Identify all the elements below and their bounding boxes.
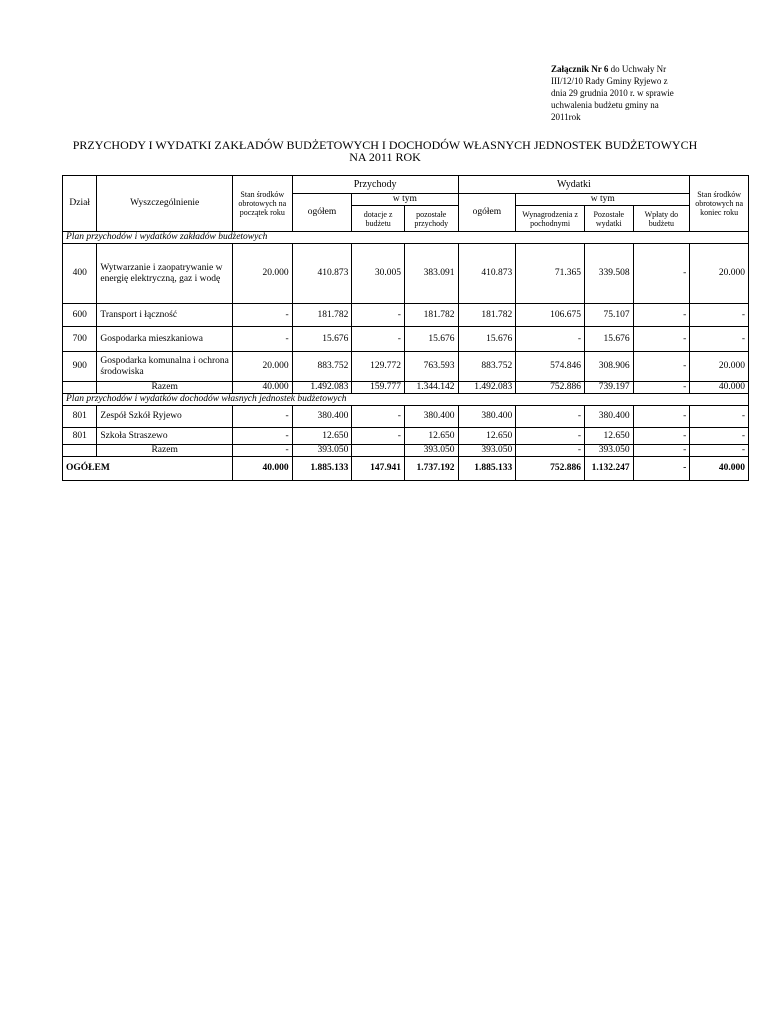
- row-przychody-ogolem: 12.650: [292, 428, 352, 445]
- row-pozostale-przychody: 763.593: [404, 352, 458, 382]
- row-stan-end: -: [690, 428, 749, 445]
- row-stan-end: -: [690, 327, 749, 352]
- header-wydatki: Wydatki: [458, 176, 690, 194]
- subtotal-wydatki-ogolem: 1.492.083: [458, 382, 516, 394]
- total-pozostale-wydatki: 1.132.247: [585, 457, 634, 481]
- row-wynagrodzenia: -: [516, 428, 585, 445]
- annex-line-2: III/12/10 Rady Gminy Ryjewo z: [551, 76, 668, 86]
- header-wydatki-ogolem: ogółem: [458, 194, 516, 232]
- row-stan-end: -: [690, 304, 749, 327]
- row-stan-end: -: [690, 406, 749, 428]
- row-stan-start: -: [232, 327, 292, 352]
- header-dotacje: dotacje z budżetu: [352, 206, 405, 232]
- subtotal-przychody-ogolem: 393.050: [292, 445, 352, 457]
- grand-total-row: [63, 457, 749, 481]
- annex-note: [551, 63, 701, 123]
- row-pozostale-wydatki: 15.676: [585, 327, 634, 352]
- row-wydatki-ogolem: 883.752: [458, 352, 516, 382]
- row-przychody-ogolem: 181.782: [292, 304, 352, 327]
- subtotal-label: Razem: [97, 382, 233, 394]
- table-row: [63, 352, 749, 382]
- row-dotacje: 129.772: [352, 352, 405, 382]
- annex-title: Załącznik Nr 6: [551, 64, 609, 74]
- header-dzial: Dział: [63, 176, 97, 232]
- table-row: [63, 327, 749, 352]
- row-wydatki-ogolem: 410.873: [458, 244, 516, 304]
- row-wplaty: -: [633, 352, 690, 382]
- row-dotacje: -: [352, 327, 405, 352]
- header-wynagrodzenia: Wynagrodzenia z pochodnymi: [516, 206, 585, 232]
- row-pozostale-przychody: 15.676: [404, 327, 458, 352]
- row-pozostale-wydatki: 75.107: [585, 304, 634, 327]
- header-pozostale-przychody: pozostałe przychody: [404, 206, 458, 232]
- row-wydatki-ogolem: 380.400: [458, 406, 516, 428]
- subtotal-row: [63, 445, 749, 457]
- subtotal-pozostale-przychody: 1.344.142: [404, 382, 458, 394]
- row-stan-end: 20.000: [690, 244, 749, 304]
- annex-line-3: dnia 29 grudnia 2010 r. w sprawie: [551, 88, 674, 98]
- subtotal-wydatki-ogolem: 393.050: [458, 445, 516, 457]
- header-wyszczegolnienie: Wyszczególnienie: [97, 176, 233, 232]
- row-wynagrodzenia: 106.675: [516, 304, 585, 327]
- row-dotacje: -: [352, 304, 405, 327]
- budget-table: [62, 175, 749, 481]
- subtotal-stan-start: -: [232, 445, 292, 457]
- row-przychody-ogolem: 883.752: [292, 352, 352, 382]
- subtotal-wplaty: -: [633, 445, 690, 457]
- row-dotacje: -: [352, 428, 405, 445]
- row-wydatki-ogolem: 15.676: [458, 327, 516, 352]
- document-title-line-2: NA 2011 ROK: [349, 150, 421, 164]
- row-wplaty: -: [633, 304, 690, 327]
- subtotal-stan-start: 40.000: [232, 382, 292, 394]
- header-wydatki-w-tym: w tym: [516, 194, 690, 206]
- row-name: Szkoła Straszewo: [97, 428, 233, 445]
- table-row: [63, 406, 749, 428]
- subtotal-przychody-ogolem: 1.492.083: [292, 382, 352, 394]
- row-dzial: 801: [63, 428, 97, 445]
- row-pozostale-wydatki: 308.906: [585, 352, 634, 382]
- row-wynagrodzenia: 71.365: [516, 244, 585, 304]
- row-stan-start: -: [232, 428, 292, 445]
- row-pozostale-przychody: 12.650: [404, 428, 458, 445]
- subtotal-dotacje: [352, 445, 405, 457]
- row-wplaty: -: [633, 428, 690, 445]
- header-stan-start: Stan środków obrotowych na początek roku: [232, 176, 292, 232]
- subtotal-pozostale-wydatki: 393.050: [585, 445, 634, 457]
- subtotal-stan-end: 40.000: [690, 382, 749, 394]
- row-dzial: 700: [63, 327, 97, 352]
- row-dotacje: -: [352, 406, 405, 428]
- subtotal-empty: [63, 445, 97, 457]
- total-wynagrodzenia: 752.886: [516, 457, 585, 481]
- row-stan-start: -: [232, 304, 292, 327]
- row-wplaty: -: [633, 406, 690, 428]
- table-row: [63, 428, 749, 445]
- row-dzial: 801: [63, 406, 97, 428]
- subtotal-label: Razem: [97, 445, 233, 457]
- total-wydatki-ogolem: 1.885.133: [458, 457, 516, 481]
- table-row: [63, 244, 749, 304]
- section-1-label: Plan przychodów i wydatków zakładów budżetowych: [63, 232, 749, 244]
- row-pozostale-przychody: 383.091: [404, 244, 458, 304]
- row-dotacje: 30.005: [352, 244, 405, 304]
- header-pozostale-wydatki: Pozostałe wydatki: [585, 206, 634, 232]
- row-dzial: 900: [63, 352, 97, 382]
- grand-total-label: OGÓŁEM: [63, 457, 233, 481]
- row-przychody-ogolem: 380.400: [292, 406, 352, 428]
- annex-line-1-rest: do Uchwały Nr: [608, 64, 667, 74]
- row-stan-start: -: [232, 406, 292, 428]
- row-wynagrodzenia: -: [516, 327, 585, 352]
- subtotal-pozostale-wydatki: 739.197: [585, 382, 634, 394]
- header-przychody-ogolem: ogółem: [292, 194, 352, 232]
- row-wydatki-ogolem: 12.650: [458, 428, 516, 445]
- subtotal-dotacje: 159.777: [352, 382, 405, 394]
- subtotal-row: [63, 382, 749, 394]
- row-pozostale-wydatki: 380.400: [585, 406, 634, 428]
- header-stan-end: Stan środków obrotowych na koniec roku: [690, 176, 749, 232]
- row-wplaty: -: [633, 327, 690, 352]
- subtotal-wplaty: -: [633, 382, 690, 394]
- row-name: Zespół Szkół Ryjewo: [97, 406, 233, 428]
- annex-line-5: 2011rok: [551, 112, 581, 122]
- subtotal-empty: [63, 382, 97, 394]
- total-przychody-ogolem: 1.885.133: [292, 457, 352, 481]
- row-wynagrodzenia: 574.846: [516, 352, 585, 382]
- total-stan-start: 40.000: [232, 457, 292, 481]
- row-przychody-ogolem: 410.873: [292, 244, 352, 304]
- row-pozostale-wydatki: 339.508: [585, 244, 634, 304]
- subtotal-stan-end: -: [690, 445, 749, 457]
- row-pozostale-przychody: 181.782: [404, 304, 458, 327]
- row-wynagrodzenia: -: [516, 406, 585, 428]
- header-przychody-w-tym: w tym: [352, 194, 458, 206]
- row-name: Gospodarka mieszkaniowa: [97, 327, 233, 352]
- annex-line-1: [551, 63, 701, 75]
- subtotal-wynagrodzenia: 752.886: [516, 382, 585, 394]
- row-dzial: 600: [63, 304, 97, 327]
- header-wplaty: Wpłaty do budżetu: [633, 206, 690, 232]
- subtotal-pozostale-przychody: 393.050: [404, 445, 458, 457]
- total-dotacje: 147.941: [352, 457, 405, 481]
- annex-line-4: uchwalenia budżetu gminy na: [551, 100, 659, 110]
- total-wplaty: -: [633, 457, 690, 481]
- row-wydatki-ogolem: 181.782: [458, 304, 516, 327]
- row-pozostale-przychody: 380.400: [404, 406, 458, 428]
- row-przychody-ogolem: 15.676: [292, 327, 352, 352]
- row-name: Transport i łączność: [97, 304, 233, 327]
- document-title-line-1: PRZYCHODY I WYDATKI ZAKŁADÓW BUDŻETOWYCH I DOCHODÓW WŁASNYCH JEDNOSTEK BUDŻETOWYCH: [72, 138, 698, 152]
- row-pozostale-wydatki: 12.650: [585, 428, 634, 445]
- row-name: Wytwarzanie i zaopatrywanie w energię elektryczną, gaz i wodę: [97, 244, 233, 304]
- row-dzial: 400: [63, 244, 97, 304]
- total-stan-end: 40.000: [690, 457, 749, 481]
- table-row: [63, 304, 749, 327]
- row-stan-end: 20.000: [690, 352, 749, 382]
- row-stan-start: 20.000: [232, 244, 292, 304]
- header-przychody: Przychody: [292, 176, 458, 194]
- subtotal-wynagrodzenia: -: [516, 445, 585, 457]
- total-pozostale-przychody: 1.737.192: [404, 457, 458, 481]
- row-name: Gospodarka komunalna i ochrona środowiska: [97, 352, 233, 382]
- section-2-label: Plan przychodów i wydatków dochodów własnych jednostek budżetowych: [63, 394, 749, 406]
- row-wplaty: -: [633, 244, 690, 304]
- row-stan-start: 20.000: [232, 352, 292, 382]
